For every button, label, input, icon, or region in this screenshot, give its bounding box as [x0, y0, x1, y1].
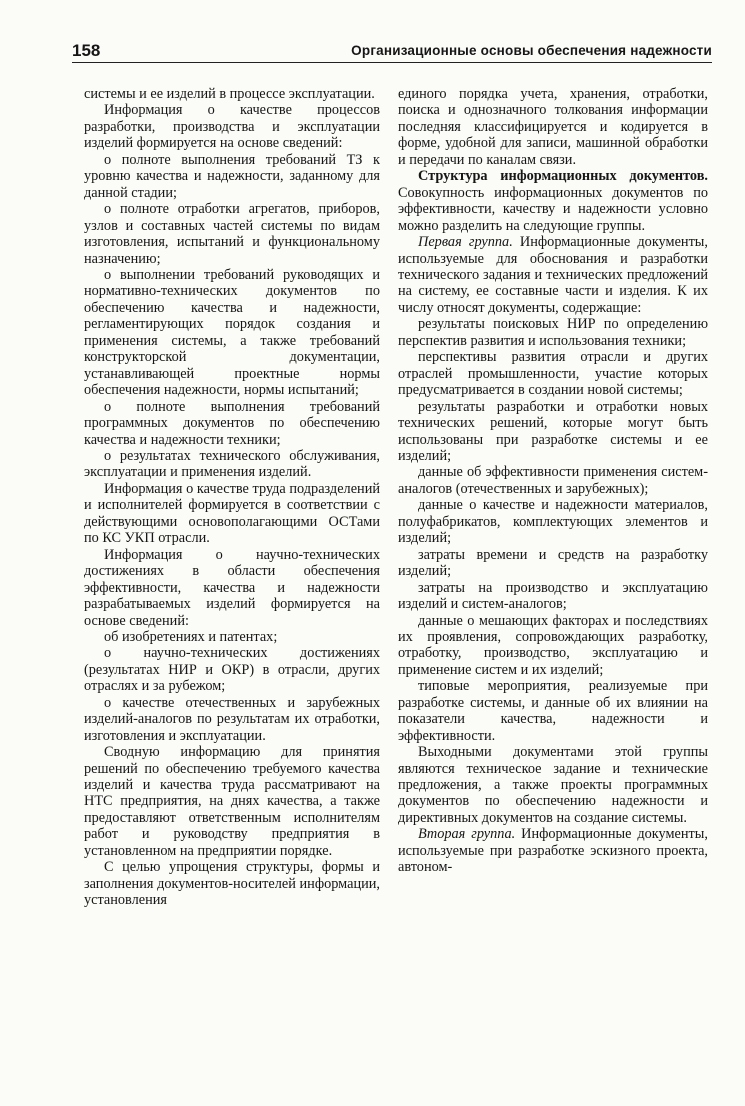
list-item: типовые мероприятия, реализуемые при разработке системы, и данные об их влиянии на показатели качества, надежности и эффективности. — [398, 678, 708, 744]
structure-paragraph — [398, 168, 708, 234]
list-item: о полноте отработки агрегатов, приборов, узлов и составных частей системы по видам изготовления, испытаний и функциональному назначению; — [84, 201, 380, 267]
group-label: Первая группа. — [418, 234, 513, 251]
right-column — [398, 86, 708, 1096]
paragraph-text: Совокупность информационных документов по эффективности, качеству и надежности условно можно разделить на следующие группы. — [398, 184, 708, 234]
paragraph: системы и ее изделий в процессе эксплуатации. — [84, 86, 375, 102]
list-item: перспективы развития отрасли и других отраслей промышленности, участие которых предусматривается в создании новой системы; — [398, 349, 708, 399]
list-item: результаты поисковых НИР по определению перспектив развития и использования техники; — [398, 316, 708, 349]
group-label: Вторая группа. — [418, 826, 516, 843]
list-item: затраты на производство и эксплуатацию изделий и систем-аналогов; — [398, 579, 708, 613]
list-item: данные о качестве и надежности материалов, полуфабрикатов, комплектующих элементов и изделий; — [398, 497, 708, 547]
paragraph: Информация о качестве труда подразделений и исполнителей формируется в соответствии с действующими основополагающими ОСТами по КС УКП отрасли. — [84, 480, 380, 547]
page-header — [72, 40, 712, 63]
section-heading: Структура информационных документов. — [418, 168, 708, 185]
list-item: о полноте выполнения требований ТЗ к уровню качества и надежности, заданному для данной стадии; — [84, 151, 380, 201]
list-item: об изобретениях и патентах; — [104, 628, 278, 645]
list-item: данные об эффективности применения систем-аналогов (отечественных и зарубежных); — [398, 464, 708, 497]
list-item: о научно-технических достижениях (результатах НИР и ОКР) в отрасли, других отраслях и за рубежом; — [84, 645, 380, 695]
list-item: о результатах технического обслуживания, эксплуатации и применения изделий. — [84, 447, 380, 481]
running-title: Организационные основы обеспечения надежности — [351, 43, 712, 58]
paragraph: Сводную информацию для принятия решений по обеспечению требуемого качества изделий и качества труда рассматривают на НТС предприятия, на днях качества, а также предоставляют ответственным исполнителям работ и руководству предприятия в установленном на предприятии порядке. — [84, 744, 380, 859]
paragraph: Выходными документами этой группы являются техническое задание и технические предложения, а также проекты программных документов по обеспечению надежности и директивных документов на создание системы. — [398, 744, 708, 826]
paragraph-text: Информационные документы, используемые для обоснования и разработки технического задания и технических предложений на систему, ее составные части и изделия. К их числу относят документы, содержащие: — [398, 234, 708, 316]
paragraph-text: Информационные документы, используемые при разработке эскизного проекта, автоном- — [398, 826, 708, 876]
list-item: о выполнении требований руководящих и нормативно-технических документов по обеспечению качества и надежности, регламентирующих порядок создания и применения системы, а также требований конструкторской документации, устанавливающей проектные нормы обеспечения надежности, нормы испытаний; — [84, 266, 380, 399]
paragraph: единого порядка учета, хранения, отработки, поиска и однозначного толкования информации последняя классифицируется и кодируется в форме, удобной для записи, машинной обработки и передачи по каналам связи. — [398, 86, 708, 168]
page-number: 158 — [72, 41, 101, 60]
left-column — [84, 86, 380, 1096]
list-item: затраты времени и средств на разработку изделий; — [398, 546, 708, 580]
list-item: данные о мешающих факторах и последствиях их проявления, сопровождающих разработку, отработку, производство, эксплуатацию и применение систем и их изделий; — [398, 612, 708, 678]
list-item: о полноте выполнения требований программных документов по обеспечению качества и надежности техники; — [84, 398, 380, 448]
group-paragraph — [398, 826, 708, 875]
group-paragraph — [398, 234, 708, 316]
paragraph: Информация о научно-технических достижениях в области обеспечения эффективности, качества и надежности разрабатываемых изделий формируется на основе сведений: — [84, 546, 380, 629]
list-item: о качестве отечественных и зарубежных изделий-аналогов по результатам их отработки, изготовления и эксплуатации. — [84, 694, 380, 744]
paragraph: С целью упрощения структуры, формы и заполнения документов-носителей информации, установления — [84, 859, 380, 909]
list-item: результаты разработки и отработки новых технических решений, которые могут быть использованы при разработке системы и ее изделий; — [398, 398, 708, 464]
paragraph: Информация о качестве процессов разработки, производства и эксплуатации изделий формируется на основе сведений: — [84, 102, 380, 152]
